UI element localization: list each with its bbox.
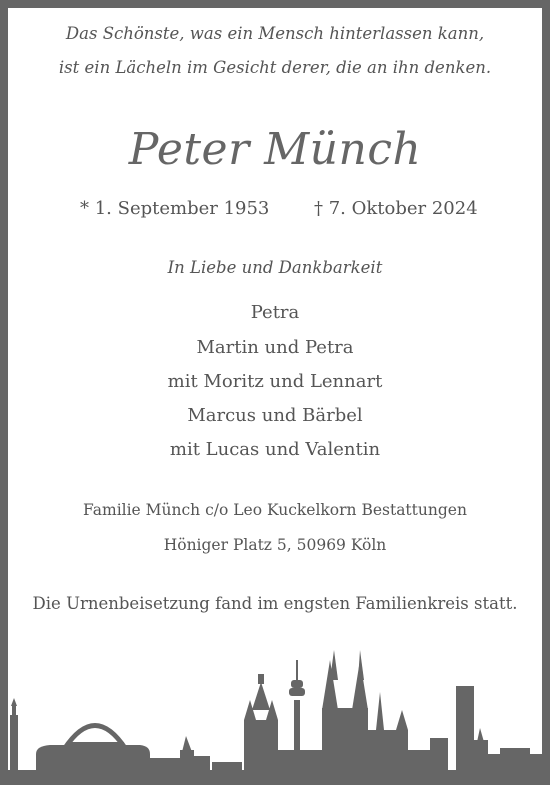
deceased-name: Peter Münch xyxy=(128,124,422,175)
mourner-name: Martin und Petra xyxy=(196,337,354,358)
mourner-name: mit Lucas und Valentin xyxy=(169,439,381,460)
dedication: In Liebe und Dankbarkeit xyxy=(167,258,383,277)
cologne-skyline-icon xyxy=(0,630,550,785)
burial-notice: Die Urnenbeisetzung fand im engsten Familienkreis statt. xyxy=(32,594,518,613)
mourner-name: Petra xyxy=(250,302,300,323)
death-date: † 7. Oktober 2024 xyxy=(314,198,478,219)
contact-line-2: Höniger Platz 5, 50969 Köln xyxy=(163,536,387,554)
birth-date: * 1. September 1953 xyxy=(80,198,270,219)
contact-line-1: Familie Münch c/o Leo Kuckelkorn Bestattungen xyxy=(83,501,467,519)
quote-line-1: Das Schönste, was ein Mensch hinterlassen kann, xyxy=(65,24,485,43)
quote-line-2: ist ein Lächeln im Gesicht derer, die an ihn denken. xyxy=(58,58,492,77)
mourner-name: mit Moritz und Lennart xyxy=(167,371,383,392)
mourner-name: Marcus und Bärbel xyxy=(187,405,363,426)
